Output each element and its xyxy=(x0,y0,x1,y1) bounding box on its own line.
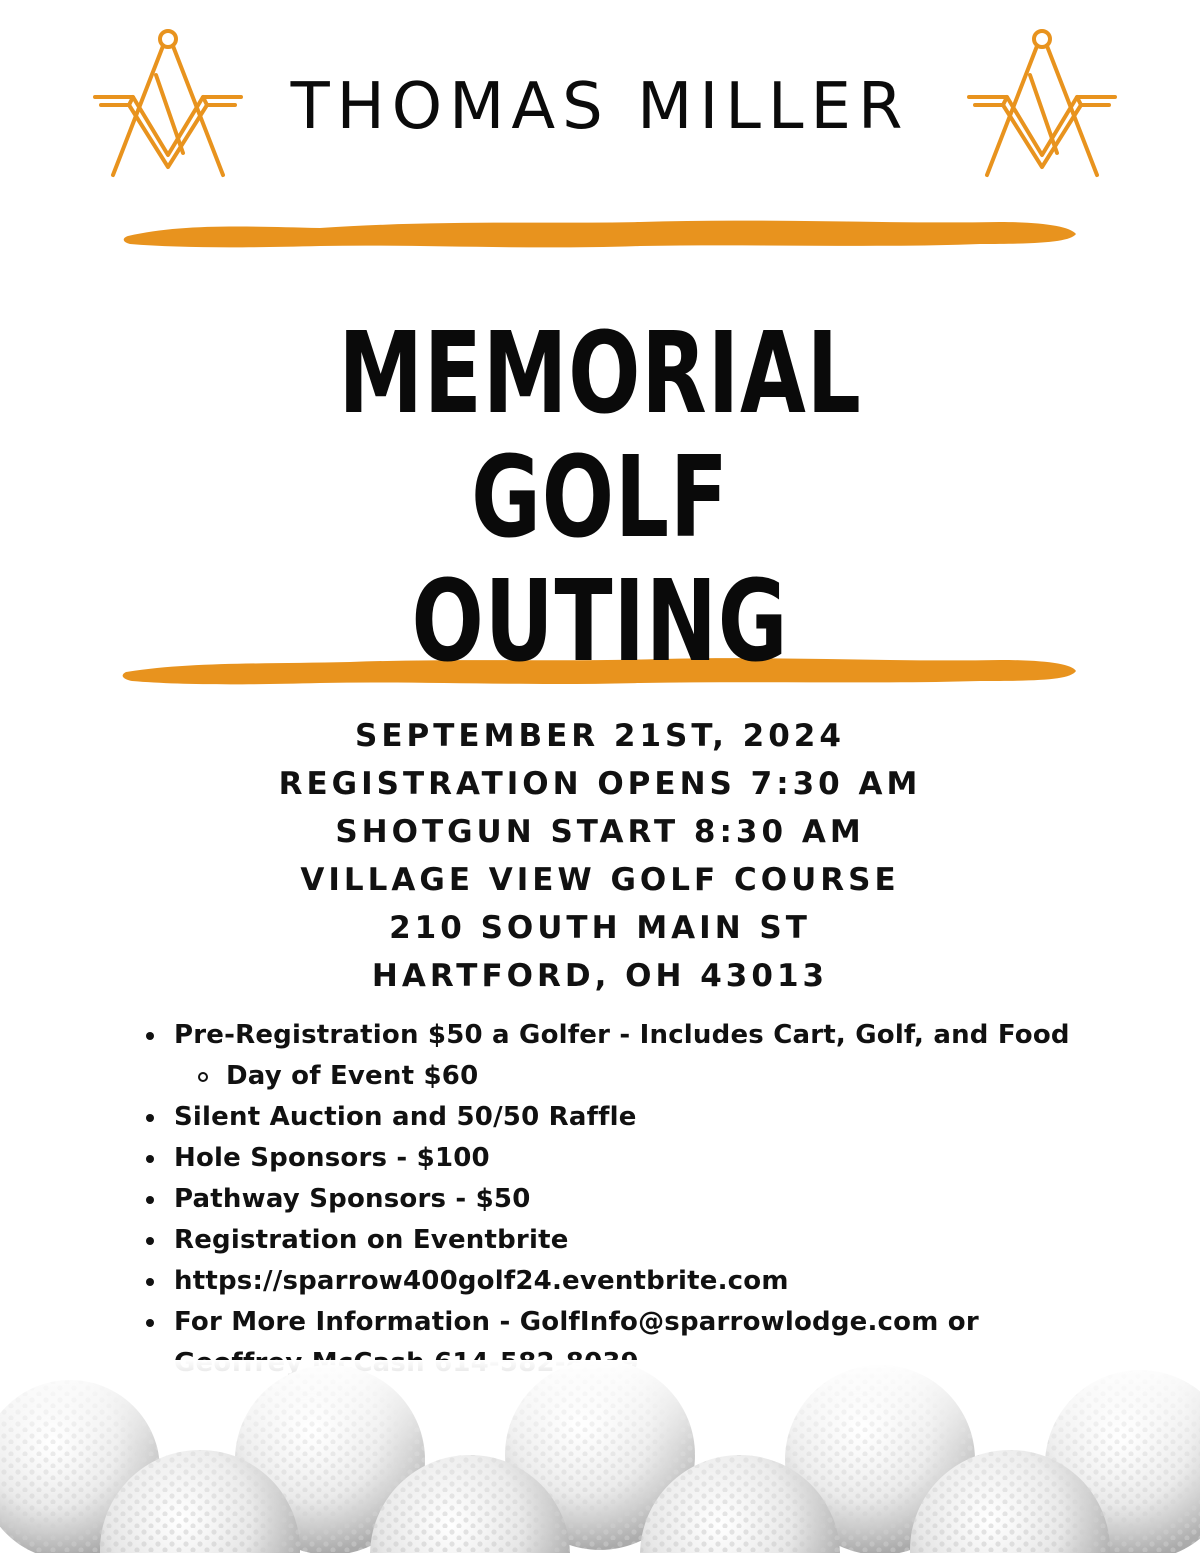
contact-info: For More Information - GolfInfo@sparrowlodge.com or xyxy=(144,1302,1034,1384)
golf-balls-image xyxy=(0,1360,1200,1553)
list-item: Hole Sponsors - $100 xyxy=(144,1138,1104,1179)
square-and-compasses-icon xyxy=(93,25,243,180)
event-title-line1: MEMORIAL GOLF xyxy=(338,309,862,563)
brush-divider-top xyxy=(120,214,1080,254)
venue-name: VILLAGE VIEW GOLF COURSE xyxy=(300,862,900,898)
list-subitem: Day of Event $60 xyxy=(144,1056,1104,1097)
square-and-compasses-icon xyxy=(967,25,1117,180)
event-title xyxy=(220,309,980,687)
list-item: Silent Auction and 50/50 Raffle xyxy=(144,1097,1104,1138)
event-details xyxy=(150,712,1050,1000)
event-date: SEPTEMBER 21ST, 2024 xyxy=(355,718,845,754)
list-item: Pre-Registration $50 a Golfer - Includes Cart, Golf, and Food xyxy=(144,1015,1104,1056)
event-title-line2: OUTING xyxy=(411,557,789,687)
start-time: SHOTGUN START 8:30 AM xyxy=(335,814,865,850)
registration-time: REGISTRATION OPENS 7:30 AM xyxy=(278,766,922,802)
registration-link[interactable]: https://sparrow400golf24.eventbrite.com xyxy=(144,1261,1104,1302)
list-item: Registration on Eventbrite xyxy=(144,1220,1104,1261)
venue-street: 210 SOUTH MAIN ST xyxy=(389,910,811,946)
info-list xyxy=(144,1015,1104,1384)
venue-city: HARTFORD, OH 43013 xyxy=(371,958,829,994)
list-item: Pathway Sponsors - $50 xyxy=(144,1179,1104,1220)
organizer-name: THOMAS MILLER xyxy=(290,70,910,144)
